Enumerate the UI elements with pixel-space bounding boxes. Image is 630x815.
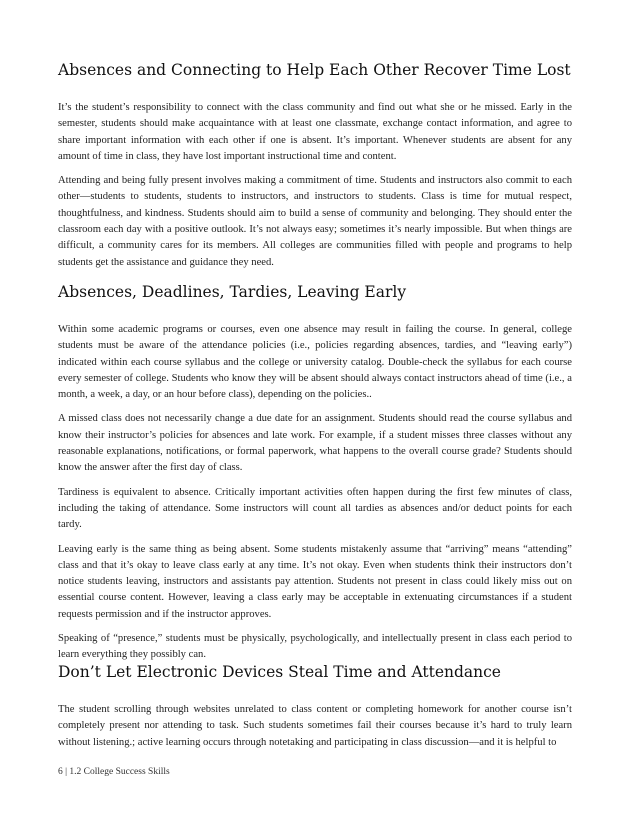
paragraph: Tardiness is equivalent to absence. Critically important activities often happen during the first few minutes of class, including the taking of attendance. Some instructors will count all tardies as absences and/or deduct points for each tardy.	[58, 486, 572, 531]
section-heading: Absences, Deadlines, Tardies, Leaving Early	[58, 283, 407, 301]
paragraph: Attending and being fully present involves making a commitment of time. Students and instructors also commit to each other—students to students, students to instructors, and instructors to students. Class is time for mutual respect, thoughtfulness, and kindness. Students should aim to build a sense of community and belonging. They should enter the classroom each day with a positive outlook. It’s not always easy; sometimes it’s nearly impossible. But when things are difficult, a community cares for its members. All colleges are communities filled with people and programs to help students get the assistance and guidance they need.	[58, 175, 572, 268]
paragraph: Within some academic programs or courses, even one absence may result in failing the course. In general, college students must be aware of the attendance policies (i.e., policies regarding absences, tardies, and “leaving early”) indicated within each course syllabus and the college or university catalog. Double-check the syllabus for each course every semester of college. Students who know they will be absent should always contact instructors ahead of time (i.e., a month, a week, a day, or an hour before class), depending on the policies..	[58, 324, 572, 401]
paragraph: It’s the student’s responsibility to connect with the class community and find out what she or he missed. Early in the semester, students should make acquaintance with at least one classmate, exchange contact information, and agree to share important information with each other if one is absent. It’s important. Whenever students are absent for any amount of time in class, they have lost important instructional time and content.	[58, 102, 572, 162]
section-absences-connecting	[58, 60, 572, 271]
page-footer	[58, 767, 170, 777]
section-absences-deadlines	[58, 282, 572, 664]
section-electronic-devices	[58, 662, 572, 751]
paragraph: Speaking of “presence,” students must be physically, psychologically, and intellectually present in class each period to learn everything they possibly can.	[58, 633, 572, 661]
section-heading: Absences and Connecting to Help Each Other Recover Time Lost	[58, 61, 571, 79]
paragraph: Leaving early is the same thing as being absent. Some students mistakenly assume that “arriving” means “attending” class and that it’s okay to leave class early at any time. It’s not okay. Even when students think their instructors don’t notice students leaving, instructors and assistants pay attention. Students not present in class could likely miss out on essential course content. However, leaving a class early may be acceptable in extenuating circumstances if a student requests permission and if the instructor approves.	[58, 543, 572, 620]
section-heading: Don’t Let Electronic Devices Steal Time and Attendance	[58, 663, 501, 681]
running-title: 1.2 College Success Skills	[69, 767, 170, 777]
page-number: 6	[58, 767, 63, 777]
footer-separator: |	[65, 767, 68, 777]
paragraph: A missed class does not necessarily change a due date for an assignment. Students should read the course syllabus and know their instructor’s policies for absences and late work. For example, if a student misses three classes without any reasonable explanations, notifications, or formal paperwork, what happens to the overall course grade? Students should know the answer after the first day of class.	[58, 413, 572, 474]
paragraph: The student scrolling through websites unrelated to class content or completing homework for another course isn’t completely present nor attending to task. Such students sometimes fail their courses because it’s hard to truly learn without listening.; active learning occurs through notetaking and participating in class discussion—and it is helpful to	[58, 704, 572, 748]
